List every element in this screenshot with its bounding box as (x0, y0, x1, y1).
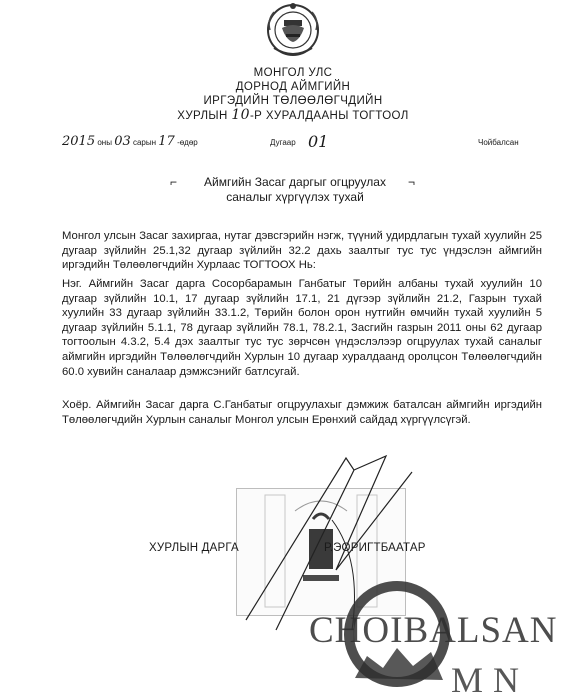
subject-bracket-right: ¬ (408, 175, 416, 189)
header-citizens: ИРГЭДИЙН ТӨЛӨӨЛӨГЧДИЙН (203, 95, 383, 107)
watermark-suffix: MN (451, 660, 530, 700)
decree-number: 01 (308, 132, 329, 151)
subject (165, 175, 425, 205)
subject-bracket-left: ⌐ (170, 175, 178, 189)
date-year: 2015 (62, 134, 96, 149)
date-month: 03 (114, 134, 131, 149)
watermark-logo (305, 572, 586, 700)
header-country: МОНГОЛ УЛС (253, 67, 333, 79)
subject-line1: Аймгийн Засаг даргыг огцруулах (204, 175, 386, 189)
date-day: 17 (158, 134, 175, 149)
date-month-suffix: сарын (132, 138, 157, 147)
subject-line2: саналыг хүргүүлэх тухай (226, 190, 364, 204)
watermark-text: CHOIBALSAN (309, 610, 558, 651)
signature-title: ХУРЛЫН ДАРГА (149, 542, 239, 554)
header-province: ДОРНОД АЙМГИЙН (235, 81, 351, 93)
header-session-pre: ХУРЛЫН (177, 110, 228, 122)
header-session (0, 108, 586, 123)
signature-name: Р.ЭОРИГТБААТАР (324, 542, 426, 554)
header-session-post: -Р ХУРАЛДААНЫ ТОГТООЛ (249, 110, 409, 122)
state-emblem-icon (264, 0, 322, 62)
place-label: Чойбалсан (478, 138, 519, 147)
body-item-2: Хоёр. Аймгийн Засаг дарга С.Ганбатыг огцруулахыг дэмжиж баталсан аймгийн иргэдийн Төлөөлөгчдийн Хурлын саналыг Монгол улсын Ерөнхий сайдад хүргүүлсүгэй. (62, 399, 542, 426)
number-label: Дугаар (270, 138, 296, 147)
body-item-1: Нэг. Аймгийн Засаг дарга Сосорбарамын Ганбатыг Төрийн албаны тухай хуулийн 10 дугаар зүйлийн 10.1, 17 дугаар зүйлийн 17.1, 21 дүгээр зүйлийн 21.2, Газрын тухай хуулийн 33 дугаар зүйлийн 33.1.2, Төрийн болон орон нутгийн өмчийн тухай хуулийн 5 дугаар зүйлийн 5.1.1, 78 дугаар зүйлийн 78.1, 78.2.1, Засгийн газрын 2011 оны 62 дугаар тогтоолын 4.3.2, 5.4 дэх заалтыг тус тус зөрчсөн үндэслэлээр огцруулах тухай саналыг аймгийн иргэдийн Төлөөлөгчдийн Хурлын 10 дугаар хуралдаанд оролцсон Төлөөлөгчдийн 60.0 хувийн саналаар дэмжсэнийг батлсугай. (62, 278, 542, 378)
date-day-suffix: -өдөр (177, 138, 198, 147)
body-preamble: Монгол улсын Засаг захиргаа, нутаг дэвсгэрийн нэгж, түүний удирдлагын тухай хуулийн 25 дугаар зүйлийн 25.1,32 дугаар зүйлийн 32.2 дахь заалтыг тус тус үндэслэн аймгийн иргэдийн Төлөөлөгчдийн Хурлаас ТОГТООХ Нь: (62, 230, 542, 272)
date-row (0, 134, 586, 154)
date-year-suffix: оны (97, 138, 112, 147)
header-session-number: 10 (231, 107, 250, 123)
